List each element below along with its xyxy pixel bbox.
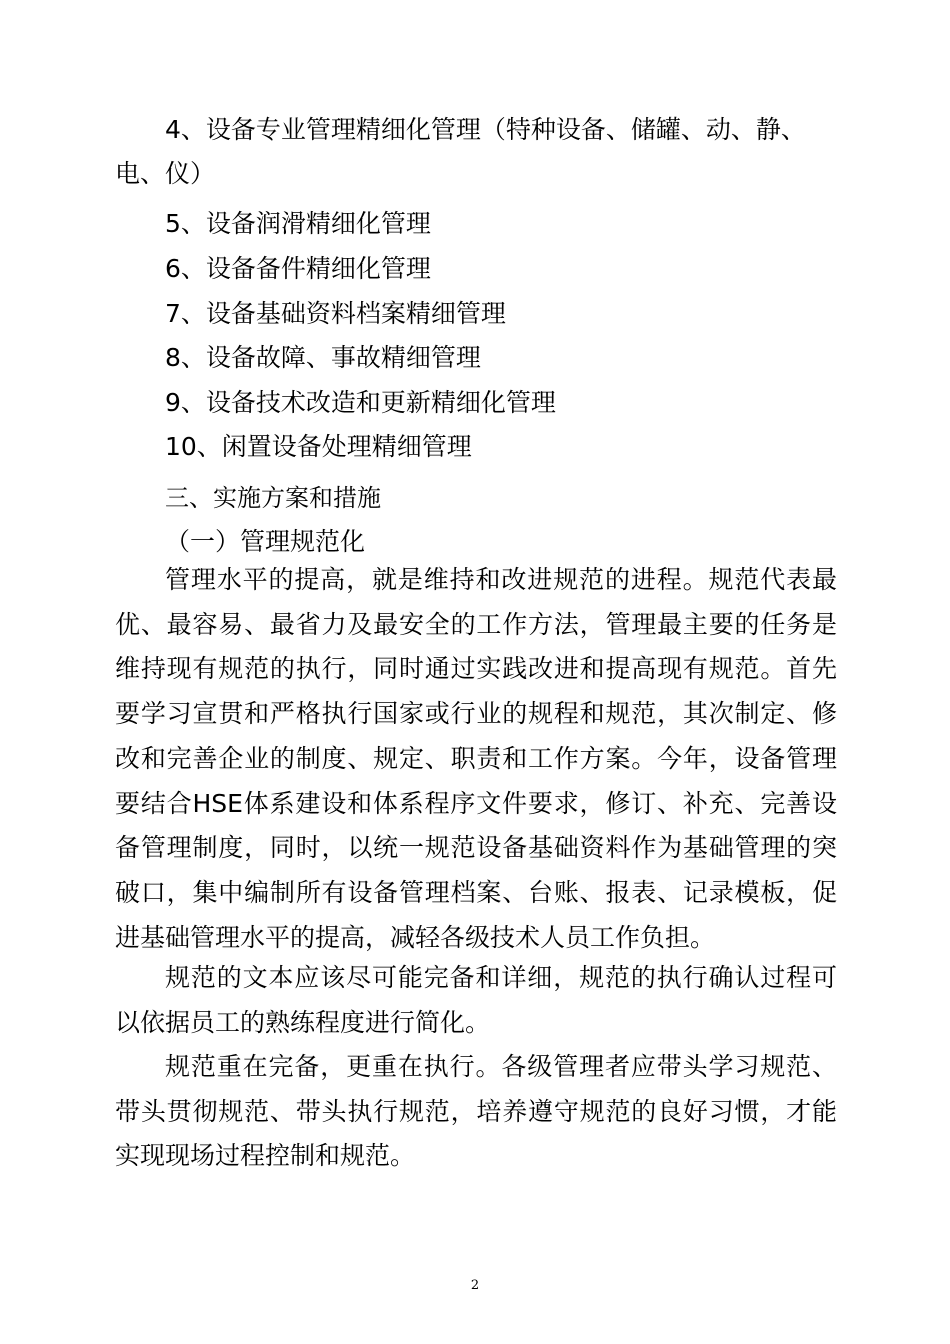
- list-item-7: 7、设备基础资料档案精细管理: [165, 299, 506, 328]
- list-item-4: 4、设备专业管理精细化管理（特种设备、储罐、动、静、电、仪）: [115, 115, 806, 188]
- paragraph-2: 规范的文本应该尽可能完备和详细，规范的执行确认过程可以依据员工的熟练程度进行简化。: [115, 963, 837, 1037]
- list-item-8: 8、设备故障、事故精细管理: [165, 343, 481, 372]
- paragraph-1: 管理水平的提高，就是维持和改进规范的进程。规范代表最优、最容易、最省力及最安全的工作方法，管理最主要的任务是维持现有规范的执行，同时通过实践改进和提高现有规范。首先要学习宣贯和严格执行国家或行业的规程和规范，其次制定、修改和完善企业的制度、规定、职责和工作方案。今年，设备管理要结合HSE体系建设和体系程序文件要求，修订、补充、完善设备管理制度，同时，以统一规范设备基础资料作为基础管理的突破口，集中编制所有设备管理档案、台账、报表、记录模板，促进基础管理水平的提高，减轻各级技术人员工作负担。: [115, 565, 837, 952]
- list-item-6: 6、设备备件精细化管理: [165, 254, 431, 283]
- list-item-5: 5、设备润滑精细化管理: [165, 209, 431, 238]
- subsection-heading: （一）管理规范化: [165, 527, 366, 556]
- list-item-10: 10、闲置设备处理精细管理: [165, 432, 472, 461]
- paragraph-3: 规范重在完备，更重在执行。各级管理者应带头学习规范、带头贯彻规范、带头执行规范，培养遵守规范的良好习惯，才能实现现场过程控制和规范。: [115, 1052, 837, 1171]
- list-item-9: 9、设备技术改造和更新精细化管理: [165, 388, 556, 417]
- section-heading: 三、实施方案和措施: [165, 484, 381, 512]
- page-number: 2: [470, 1278, 480, 1293]
